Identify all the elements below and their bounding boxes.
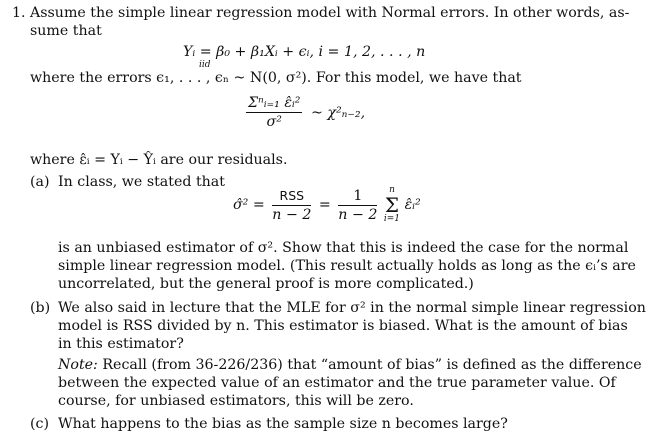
chi-square-numerator: Σⁿᵢ₌₁ ε̂ᵢ²: [248, 95, 301, 111]
model-equation: Yᵢ = β₀ + β₁Xᵢ + ϵᵢ, i = 1, 2, . . . , n: [183, 44, 426, 60]
part-b-line-2: model is RSS divided by n. This estimator is biased. What is the amount of bias: [58, 318, 628, 334]
estimator-lhs: σ̂² =: [233, 197, 265, 213]
part-b-line-1: We also said in lecture that the MLE for σ² in the normal simple linear regression: [58, 300, 646, 316]
residuals-text: where ε̂ᵢ = Yᵢ − Ŷᵢ are our residuals.: [30, 152, 288, 168]
summation-symbol: n Σ i=1: [383, 185, 401, 224]
sum-upper-limit: n: [389, 185, 395, 195]
rss-fraction: [272, 187, 311, 224]
one-denominator: n − 2: [338, 206, 378, 223]
equals-sign: =: [318, 197, 331, 213]
chi-square-result: ~ χ²ₙ₋₂,: [311, 104, 366, 121]
part-c-label: (c): [30, 416, 50, 432]
part-a-label: (a): [30, 174, 50, 190]
part-b-note-line-3: course, for unbiased estimators, this will be zero.: [58, 393, 414, 409]
estimator-equation: [233, 186, 421, 224]
one-numerator: 1: [338, 187, 377, 206]
note-text-1: Recall (from 36-226/236) that “amount of bias” is defined as the difference: [102, 357, 642, 373]
note-label: Note:: [58, 357, 98, 373]
chi-square-equation: [246, 94, 365, 131]
part-a-intro: In class, we stated that: [58, 174, 225, 190]
intro-line-2: sume that: [30, 23, 102, 39]
iid-label: iid: [199, 60, 211, 70]
part-a-line-2: simple linear regression model. (This result actually holds as long as the ϵᵢ’s are: [58, 258, 636, 274]
part-c-text: What happens to the bias as the sample size n becomes large?: [58, 416, 508, 432]
intro-line-1: Assume the simple linear regression model with Normal errors. In other words, as-: [30, 5, 630, 21]
chi-square-fraction: [246, 94, 302, 131]
part-b-line-3: in this estimator?: [58, 336, 184, 352]
sum-term: ε̂ᵢ²: [404, 197, 421, 213]
chi-square-denominator: σ²: [266, 114, 282, 130]
part-b-note-line-1: [58, 355, 642, 375]
errors-text: where the errors ϵ₁, . . . , ϵₙ ~ N(0, σ²). For this model, we have that: [30, 70, 522, 86]
rss-numerator: RSS: [272, 187, 311, 206]
part-a-line-3: uncorrelated, but the general proof is more complicated.): [58, 276, 474, 292]
problem-number: 1.: [12, 5, 26, 21]
part-a-line-1: is an unbiased estimator of σ². Show that this is indeed the case for the normal: [58, 240, 629, 256]
sum-lower-limit: i=1: [383, 214, 401, 224]
rss-denominator: n − 2: [272, 206, 312, 223]
part-b-label: (b): [30, 300, 51, 316]
part-b-note-line-2: between the expected value of an estimator and the true parameter value. Of: [58, 375, 616, 391]
one-over-fraction: [338, 187, 377, 224]
